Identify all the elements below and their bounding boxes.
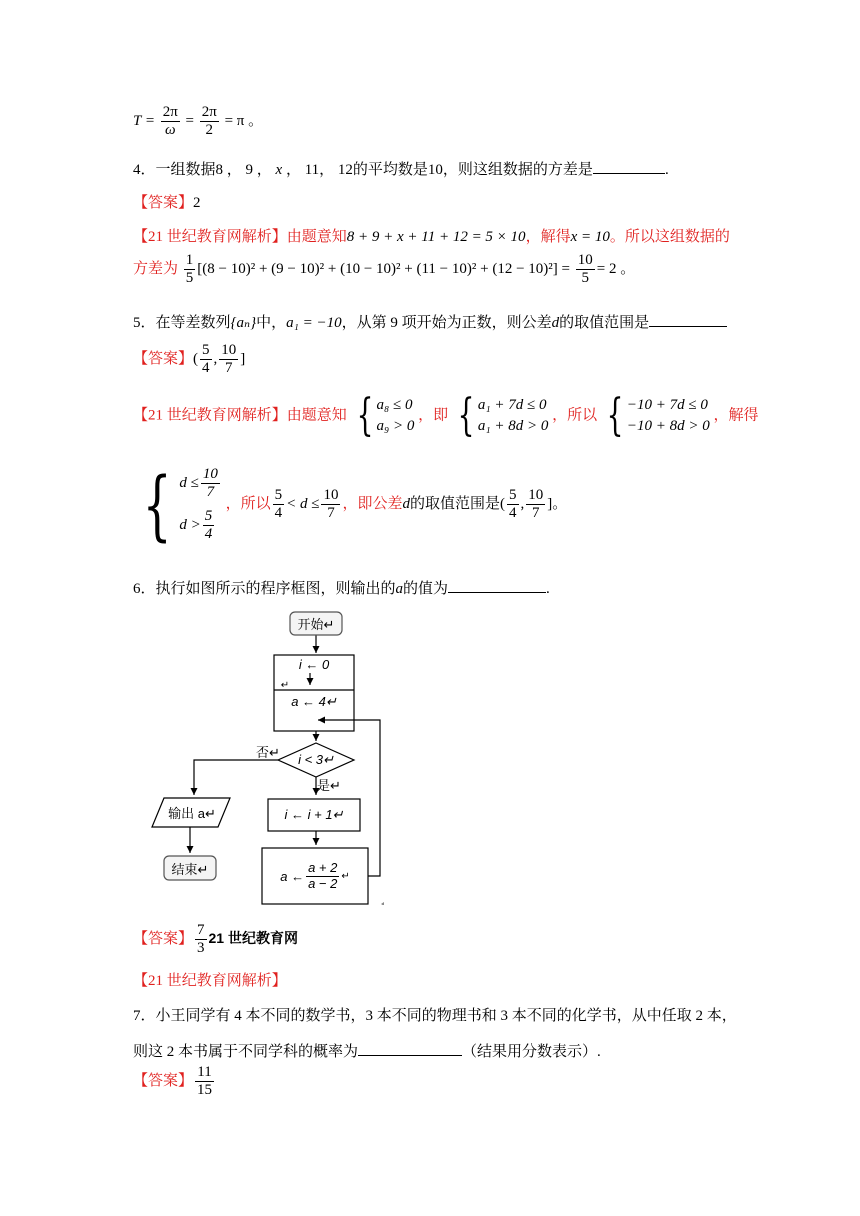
answer-7 <box>133 1064 216 1100</box>
inequality-system: { a₈ ≤ 0 a₉ > 0 <box>356 390 415 441</box>
explanation-4-line2: 方差为 $\frac{1}{5}$ [(8 − 10)² + (9 − 10)² + (10 − 10)² + (11 − 10)² + (12 − 10)²] = $\frac{10}{5}$ = 2 。 <box>133 252 636 287</box>
fraction: $\frac{5}{4}$ <box>202 342 210 377</box>
answer-label: 【答案】 <box>133 351 194 368</box>
question-7-line2: 则这 2 本书属于不同学科的概率为 （结果用分数表示）. <box>133 1044 601 1060</box>
answer-4: 【答案】2 <box>133 195 201 211</box>
fraction: $\frac{11}{15}$ <box>197 1064 213 1099</box>
explanation-6 <box>133 969 287 990</box>
answer-label: 【答案】 <box>133 931 194 948</box>
fraction: $\frac{10}{5}$ <box>577 252 593 287</box>
answer-blank <box>593 173 665 174</box>
fraction: $\frac{7}{3}$ <box>197 922 205 957</box>
inequality-system: { −10 + 7d ≤ 0 −10 + 8d > 0 <box>606 390 710 441</box>
flow-label-no: 否↵ <box>256 744 280 760</box>
question-4: 4．一组数据8 ， 9 ， x ， 11， 12的平均数是10，则这组数据的方差是 . <box>133 162 669 178</box>
fraction: $\frac{1}{5}$ <box>185 252 194 287</box>
flow-update-a: a ← $\frac{a + 2}{a - 2}$ ↵ <box>280 859 350 891</box>
answer-label: 【答案】 <box>133 1073 194 1090</box>
flow-start: 开始↵ <box>297 617 335 632</box>
flow-condition: i < 3↵ <box>298 752 334 767</box>
fraction: $\frac{10}{7}$ <box>221 342 237 377</box>
explanation-label: 【21 世纪教育网解析】 <box>133 229 287 245</box>
explanation-4-line1: 【21 世纪教育网解析】由题意知8 + 9 + x + 11 + 12 = 5 × 10，解得x = 10。所以这组数据的 <box>133 229 730 245</box>
explanation-label: 【21 世纪教育网解析】 <box>133 973 287 989</box>
answer-label: 【答案】 <box>133 195 194 211</box>
flow-label-yes: 是↵ <box>317 777 341 793</box>
question-5: 5．在等差数列{aₙ}中，a₁ = −10，从第 9 项开始为正数，则公差d的取值范围是 <box>133 311 727 332</box>
answer-blank <box>358 1055 462 1056</box>
flow-end: 结束↵ <box>171 861 209 877</box>
fraction: $\frac{2\pi}{\omega}$ <box>162 104 178 139</box>
program-flowchart <box>150 605 390 905</box>
period-formula: T = $\frac{2\pi}{\omega}$ = $\frac{2\pi}{2}$ = π 。 <box>133 104 264 139</box>
flow-output: 输出 a↵ <box>168 806 216 821</box>
question-7-line1: 7．小王同学有 4 本不同的数学书，3 本不同的物理书和 3 本不同的化学书，从中任取 2 本， <box>133 1008 737 1024</box>
answer-blank <box>448 592 546 593</box>
explanation-label: 【21 世纪教育网解析】 <box>133 407 287 424</box>
flow-init-a: a ← 4↵ <box>291 694 337 709</box>
fraction: $\frac{2\pi}{2}$ <box>201 104 217 139</box>
source-watermark: 21 世纪教育网 <box>208 930 298 947</box>
formula-lhs: T = <box>133 113 155 130</box>
question-6: 6．执行如图所示的程序框图，则输出的a的值为 . <box>133 581 550 597</box>
explanation-5-line2: { d ≤ $\frac{10}{7}$ d > $\frac{5}{4}$ ，所以 $\frac{5}{4}$ < d ≤ $\frac{10}{7}$ ，即公差d的取值范围是( $\frac{5}{4}$ , $\frac{10}{7}$ ]。 <box>133 466 567 543</box>
answer-6 <box>133 922 298 958</box>
inequality-system: { d ≤ $\frac{10}{7}$ d > $\frac{5}{4}$ <box>142 459 218 549</box>
explanation-5-line1: 【21 世纪教育网解析】由题意知 { a₈ ≤ 0 a₉ > 0 ，即 { a₁ + 7d ≤ 0 a₁ + 8d > 0 ，所以 { −10 + 7d ≤ 0 −10 + 8d > 0 ，解得 <box>133 390 759 441</box>
inequality-system: { a₁ + 7d ≤ 0 a₁ + 8d > 0 <box>457 390 549 441</box>
flow-increment: i ← i + 1↵ <box>284 807 344 822</box>
answer-5: 【答案】( $\frac{5}{4}$ , $\frac{10}{7}$ ] <box>133 342 246 377</box>
answer-blank <box>649 326 727 327</box>
flow-return-mark: ↵ <box>280 679 290 691</box>
flow-init-i: i ← 0 <box>298 656 330 672</box>
